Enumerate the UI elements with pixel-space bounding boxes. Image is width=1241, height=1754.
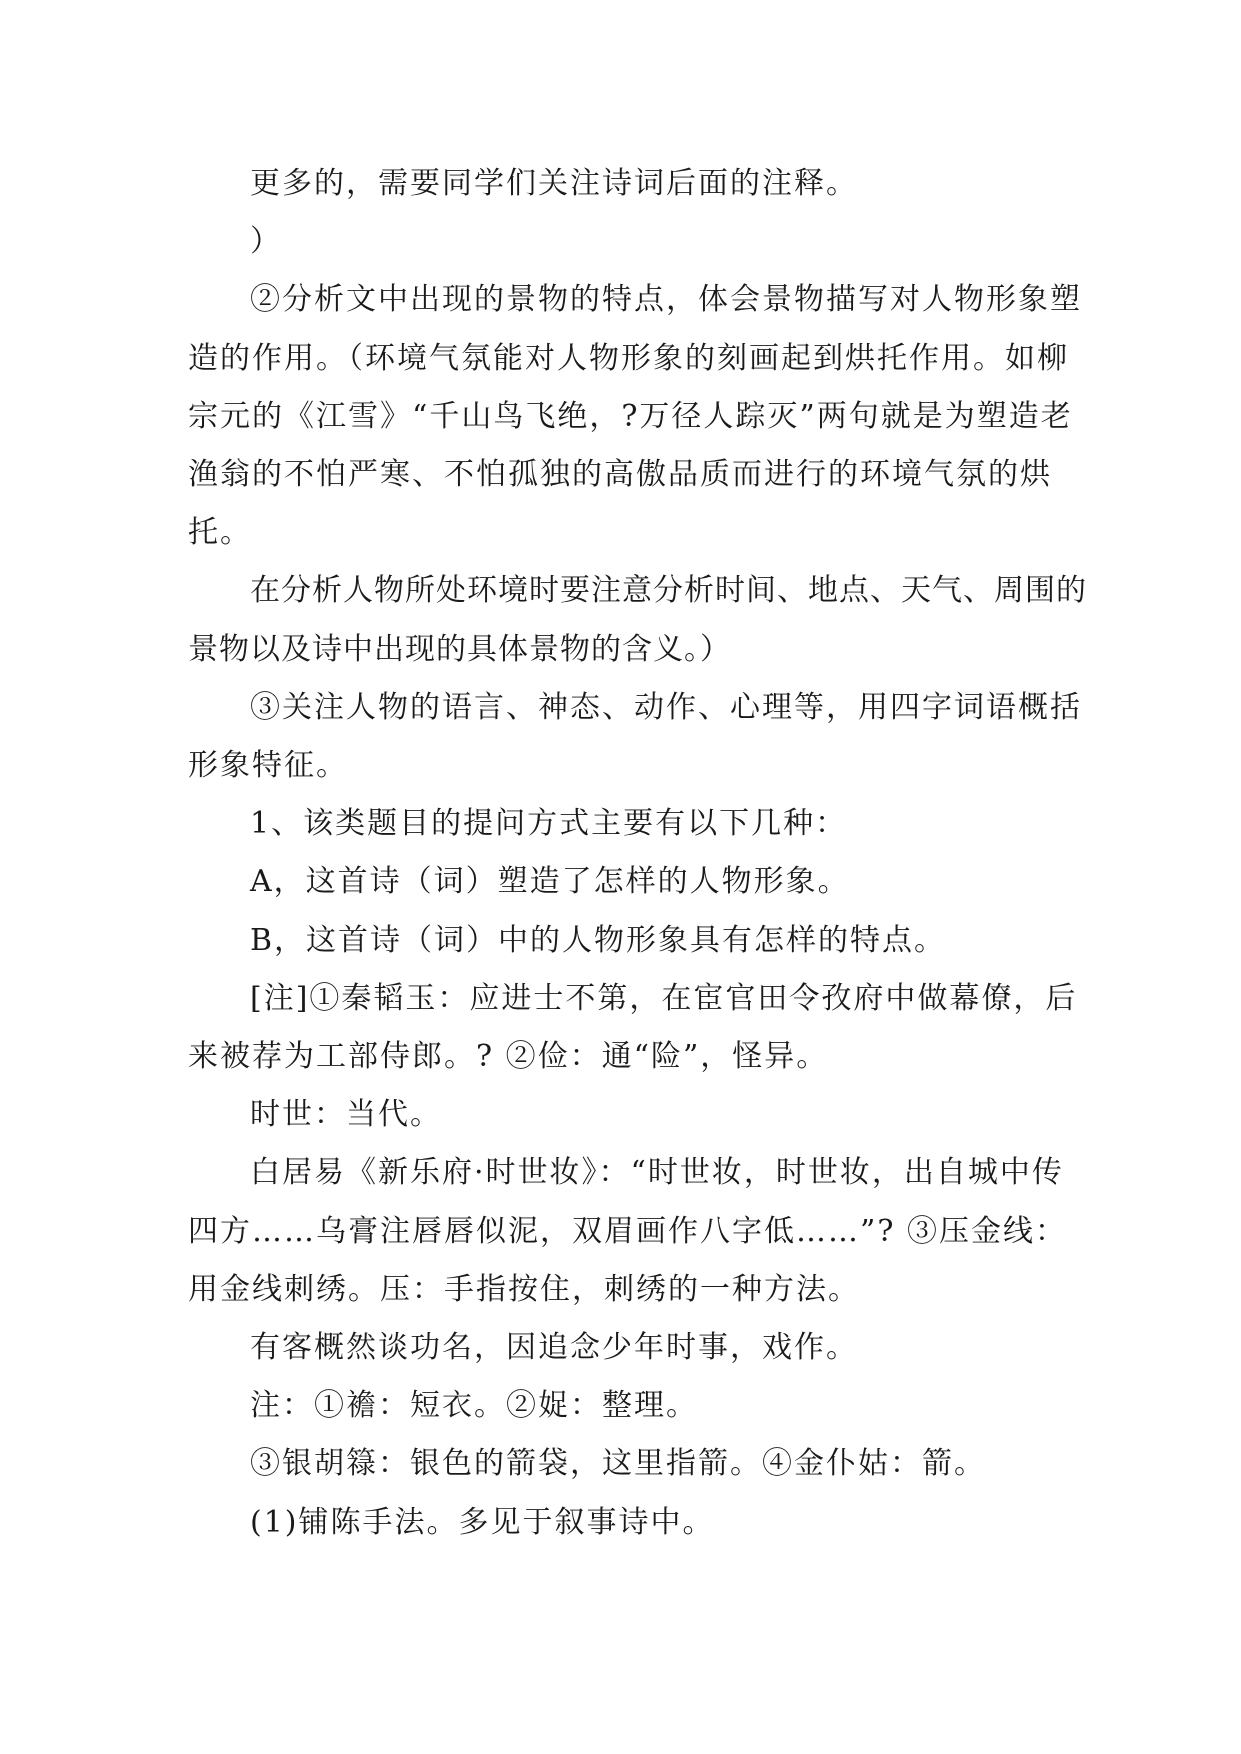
paragraph-5: ③关注人物的语言、神态、动作、心理等，用四字词语概括形象特征。 <box>188 689 1082 784</box>
paragraph-12: 有客概然谈功名，因追念少年时事，戏作。 <box>250 1330 858 1366</box>
paragraph-15: (1)铺陈手法。多见于叙事诗中。 <box>250 1504 715 1540</box>
paragraph-13: 注：①襜：短衣。②娖：整理。 <box>250 1388 698 1424</box>
paragraph-2: ） <box>250 224 282 260</box>
paragraph-3: ②分析文中出现的景物的特点，体会景物描写对人物形象塑造的作用。（环境气氛能对人物形象的刻画起到烘托作用。如柳宗元的《江雪》“千山鸟飞绝，?万径人踪灭”两句就是为塑造老渔翁的不怕严寒、不怕孤独的高傲品质而进行的环境气氛的烘托。 <box>188 282 1082 551</box>
paragraph-9: [注]①秦韬玉：应进士不第，在宦官田令孜府中做幕僚，后来被荐为工部侍郎。? ②俭：通“险”，怪异。 <box>188 980 1078 1075</box>
paragraph-4: 在分析人物所处环境时要注意分析时间、地点、天气、周围的景物以及诗中出现的具体景物的含义。） <box>188 573 1087 667</box>
document-body <box>188 155 1088 1552</box>
paragraph-10: 时世：当代。 <box>250 1097 442 1133</box>
paragraph-14: ③银胡簶：银色的箭袋，这里指箭。④金仆姑：箭。 <box>250 1446 986 1482</box>
paragraph-7: A，这首诗（词）塑造了怎样的人物形象。 <box>250 864 850 900</box>
paragraph-1: 更多的，需要同学们关注诗词后面的注释。 <box>250 166 858 201</box>
paragraph-8: B，这首诗（词）中的人物形象具有怎样的特点。 <box>250 922 947 958</box>
paragraph-11: 白居易《新乐府·时世妆》：“时世妆，时世妆，出自城中传四方……乌膏注唇唇似泥，双眉画作八字低……”? ③压金线：用金线刺绣。压：手指按住，刺绣的一种方法。 <box>188 1155 1067 1307</box>
paragraph-6: 1、该类题目的提问方式主要有以下几种： <box>250 806 848 842</box>
